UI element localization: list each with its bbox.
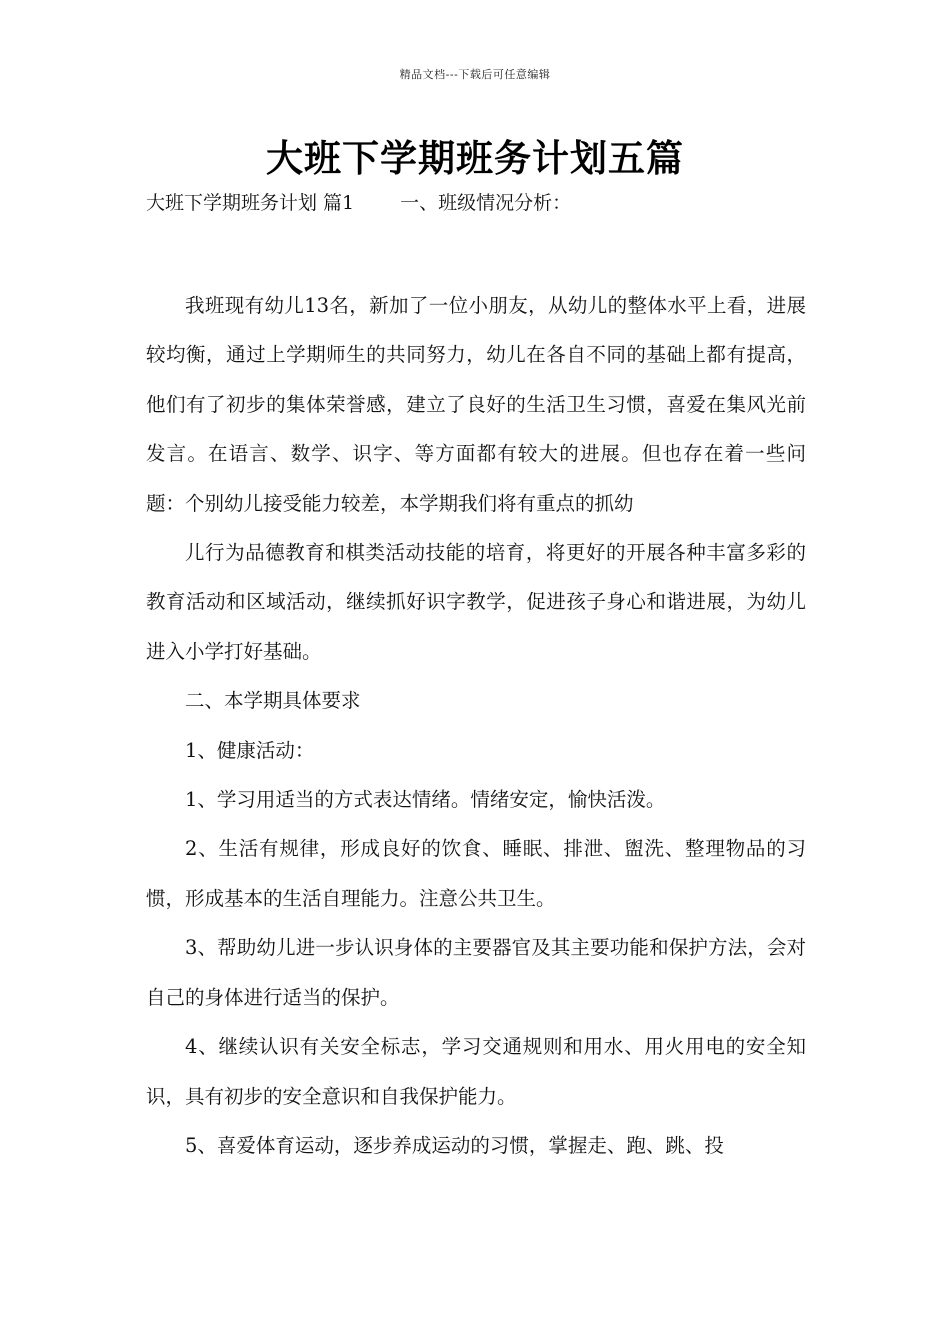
list-item: 2、生活有规律，形成良好的饮食、睡眠、排泄、盥洗、整理物品的习惯，形成基本的生活自理能力。注意公共卫生。 [146, 837, 806, 910]
subtitle-line [146, 188, 571, 215]
section-heading-class-analysis: 一、班级情况分析： [400, 192, 572, 214]
paragraph: 儿行为品德教育和棋类活动技能的培育，将更好的开展各种丰富多彩的教育活动和区域活动，继续抓好识字教学，促进孩子身心和谐进展，为幼儿进入小学打好基础。 [146, 541, 806, 663]
document-body [146, 281, 806, 1170]
header-note: 精品文档---下载后可任意编辑 [399, 68, 551, 81]
document-title: 大班下学期班务计划五篇 [266, 136, 684, 180]
section-heading: 二、本学期具体要求 [185, 689, 361, 713]
list-item: 1、学习用适当的方式表达情绪。情绪安定，愉快活泼。 [185, 788, 666, 812]
plan-subtitle: 大班下学期班务计划 篇1 [146, 192, 355, 214]
subsection-heading: 1、健康活动： [185, 738, 315, 762]
list-item: 5、喜爱体育运动，逐步养成运动的习惯，掌握走、跑、跳、投 [185, 1133, 724, 1157]
paragraph: 我班现有幼儿13名，新加了一位小朋友，从幼儿的整体水平上看，进展较均衡，通过上学期师生的共同努力，幼儿在各自不同的基础上都有提高，他们有了初步的集体荣誉感，建立了良好的生活卫生习惯，喜爱在集风光前发言。在语言、数学、识字、等方面都有较大的进展。但也存在着一些问题：个别幼儿接受能力较差，本学期我们将有重点的抓幼 [146, 294, 806, 515]
list-item: 4、继续认识有关安全标志，学习交通规则和用水、用火用电的安全知识，具有初步的安全意识和自我保护能力。 [146, 1035, 806, 1108]
list-item: 3、帮助幼儿进一步认识身体的主要器官及其主要功能和保护方法，会对自己的身体进行适当的保护。 [146, 936, 806, 1009]
